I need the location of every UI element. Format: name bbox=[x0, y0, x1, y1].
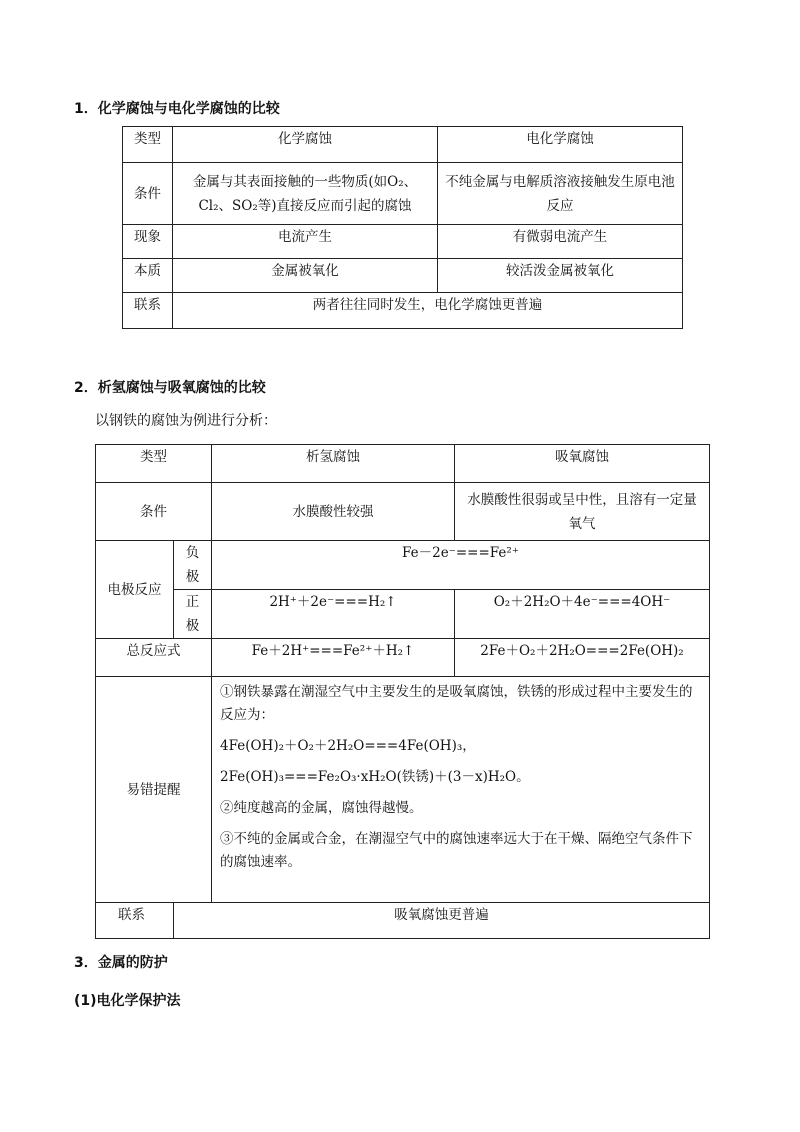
cell-relation: 两者往往同时发生，电化学腐蚀更普遍 bbox=[173, 293, 683, 329]
row-label-electrode: 电极反应 bbox=[96, 541, 174, 639]
table-row bbox=[96, 445, 710, 483]
column-header-electrochemical: 电化学腐蚀 bbox=[438, 127, 683, 163]
cell-overall-oxygen: 2Fe＋O₂＋2H₂O===2Fe(OH)₂ bbox=[455, 639, 710, 677]
row-label: 易错提醒 bbox=[96, 677, 212, 903]
note-1: ①钢铁暴露在潮湿空气中主要发生的是吸氧腐蚀，铁锈的形成过程中主要发生的反应为： bbox=[220, 684, 693, 723]
column-header-oxygen: 吸氧腐蚀 bbox=[455, 445, 710, 483]
note-3: ③不纯的金属或合金，在潮湿空气中的腐蚀速率远大于在干燥、隔绝空气条件下的腐蚀速率。 bbox=[220, 831, 693, 870]
cell-essence-chemical: 金属被氧化 bbox=[173, 259, 438, 293]
subsection-heading: (1)电化学保护法 bbox=[74, 993, 181, 1009]
row-label: 联系 bbox=[96, 903, 174, 939]
cell-positive-hydrogen: 2H⁺＋2e⁻===H₂↑ bbox=[212, 590, 455, 639]
cell-phenomenon-chemical: 电流产生 bbox=[173, 225, 438, 259]
table-row bbox=[96, 639, 710, 677]
table-row bbox=[96, 903, 710, 939]
row-label-positive: 正极 bbox=[174, 590, 212, 639]
row-label: 类型 bbox=[123, 127, 173, 163]
row-label: 条件 bbox=[123, 163, 173, 225]
cell-negative-reaction: Fe－2e⁻===Fe²⁺ bbox=[212, 541, 710, 590]
section-1-heading: 1．化学腐蚀与电化学腐蚀的比较 bbox=[74, 101, 280, 117]
row-label-negative: 负极 bbox=[174, 541, 212, 590]
cell-condition-electrochemical: 不纯金属与电解质溶液接触发生原电池反应 bbox=[438, 163, 683, 225]
chemical-vs-electrochemical-table bbox=[122, 126, 683, 329]
table-row bbox=[96, 541, 710, 590]
section-3-heading: 3．金属的防护 bbox=[74, 955, 168, 971]
table-row bbox=[123, 163, 683, 225]
row-label: 类型 bbox=[96, 445, 212, 483]
section-2-intro: 以钢铁的腐蚀为例进行分析： bbox=[95, 413, 277, 429]
note-equation-2: 2Fe(OH)₃===Fe₂O₃·xH₂O(铁锈)＋(3－x)H₂O。 bbox=[220, 769, 530, 785]
table-row bbox=[96, 677, 710, 903]
cell-condition-chemical: 金属与其表面接触的一些物质(如O₂、Cl₂、SO₂等)直接反应而引起的腐蚀 bbox=[173, 163, 438, 225]
column-header-hydrogen: 析氢腐蚀 bbox=[212, 445, 455, 483]
cell-essence-electrochemical: 较活泼金属被氧化 bbox=[438, 259, 683, 293]
table-row bbox=[123, 127, 683, 163]
column-header-chemical: 化学腐蚀 bbox=[173, 127, 438, 163]
cell-condition-oxygen: 水膜酸性很弱或呈中性，且溶有一定量氧气 bbox=[455, 483, 710, 541]
table-row bbox=[123, 225, 683, 259]
cell-phenomenon-electrochemical: 有微弱电流产生 bbox=[438, 225, 683, 259]
row-label: 本质 bbox=[123, 259, 173, 293]
cell-positive-oxygen: O₂＋2H₂O＋4e⁻===4OH⁻ bbox=[455, 590, 710, 639]
table-row bbox=[123, 293, 683, 329]
table-row bbox=[96, 590, 710, 639]
table-row bbox=[123, 259, 683, 293]
note-2: ②纯度越高的金属，腐蚀得越慢。 bbox=[220, 800, 423, 816]
cell-notes bbox=[212, 677, 710, 903]
section-2-heading: 2．析氢腐蚀与吸氧腐蚀的比较 bbox=[74, 380, 266, 396]
table-row bbox=[96, 483, 710, 541]
note-equation-1: 4Fe(OH)₂＋O₂＋2H₂O===4Fe(OH)₃， bbox=[220, 738, 476, 754]
cell-relation: 吸氧腐蚀更普遍 bbox=[174, 903, 710, 939]
cell-condition-hydrogen: 水膜酸性较强 bbox=[212, 483, 455, 541]
row-label: 现象 bbox=[123, 225, 173, 259]
hydrogen-vs-oxygen-corrosion-table bbox=[95, 444, 710, 939]
row-label: 条件 bbox=[96, 483, 212, 541]
row-label: 总反应式 bbox=[96, 639, 212, 677]
cell-overall-hydrogen: Fe＋2H⁺===Fe²⁺＋H₂↑ bbox=[212, 639, 455, 677]
row-label: 联系 bbox=[123, 293, 173, 329]
